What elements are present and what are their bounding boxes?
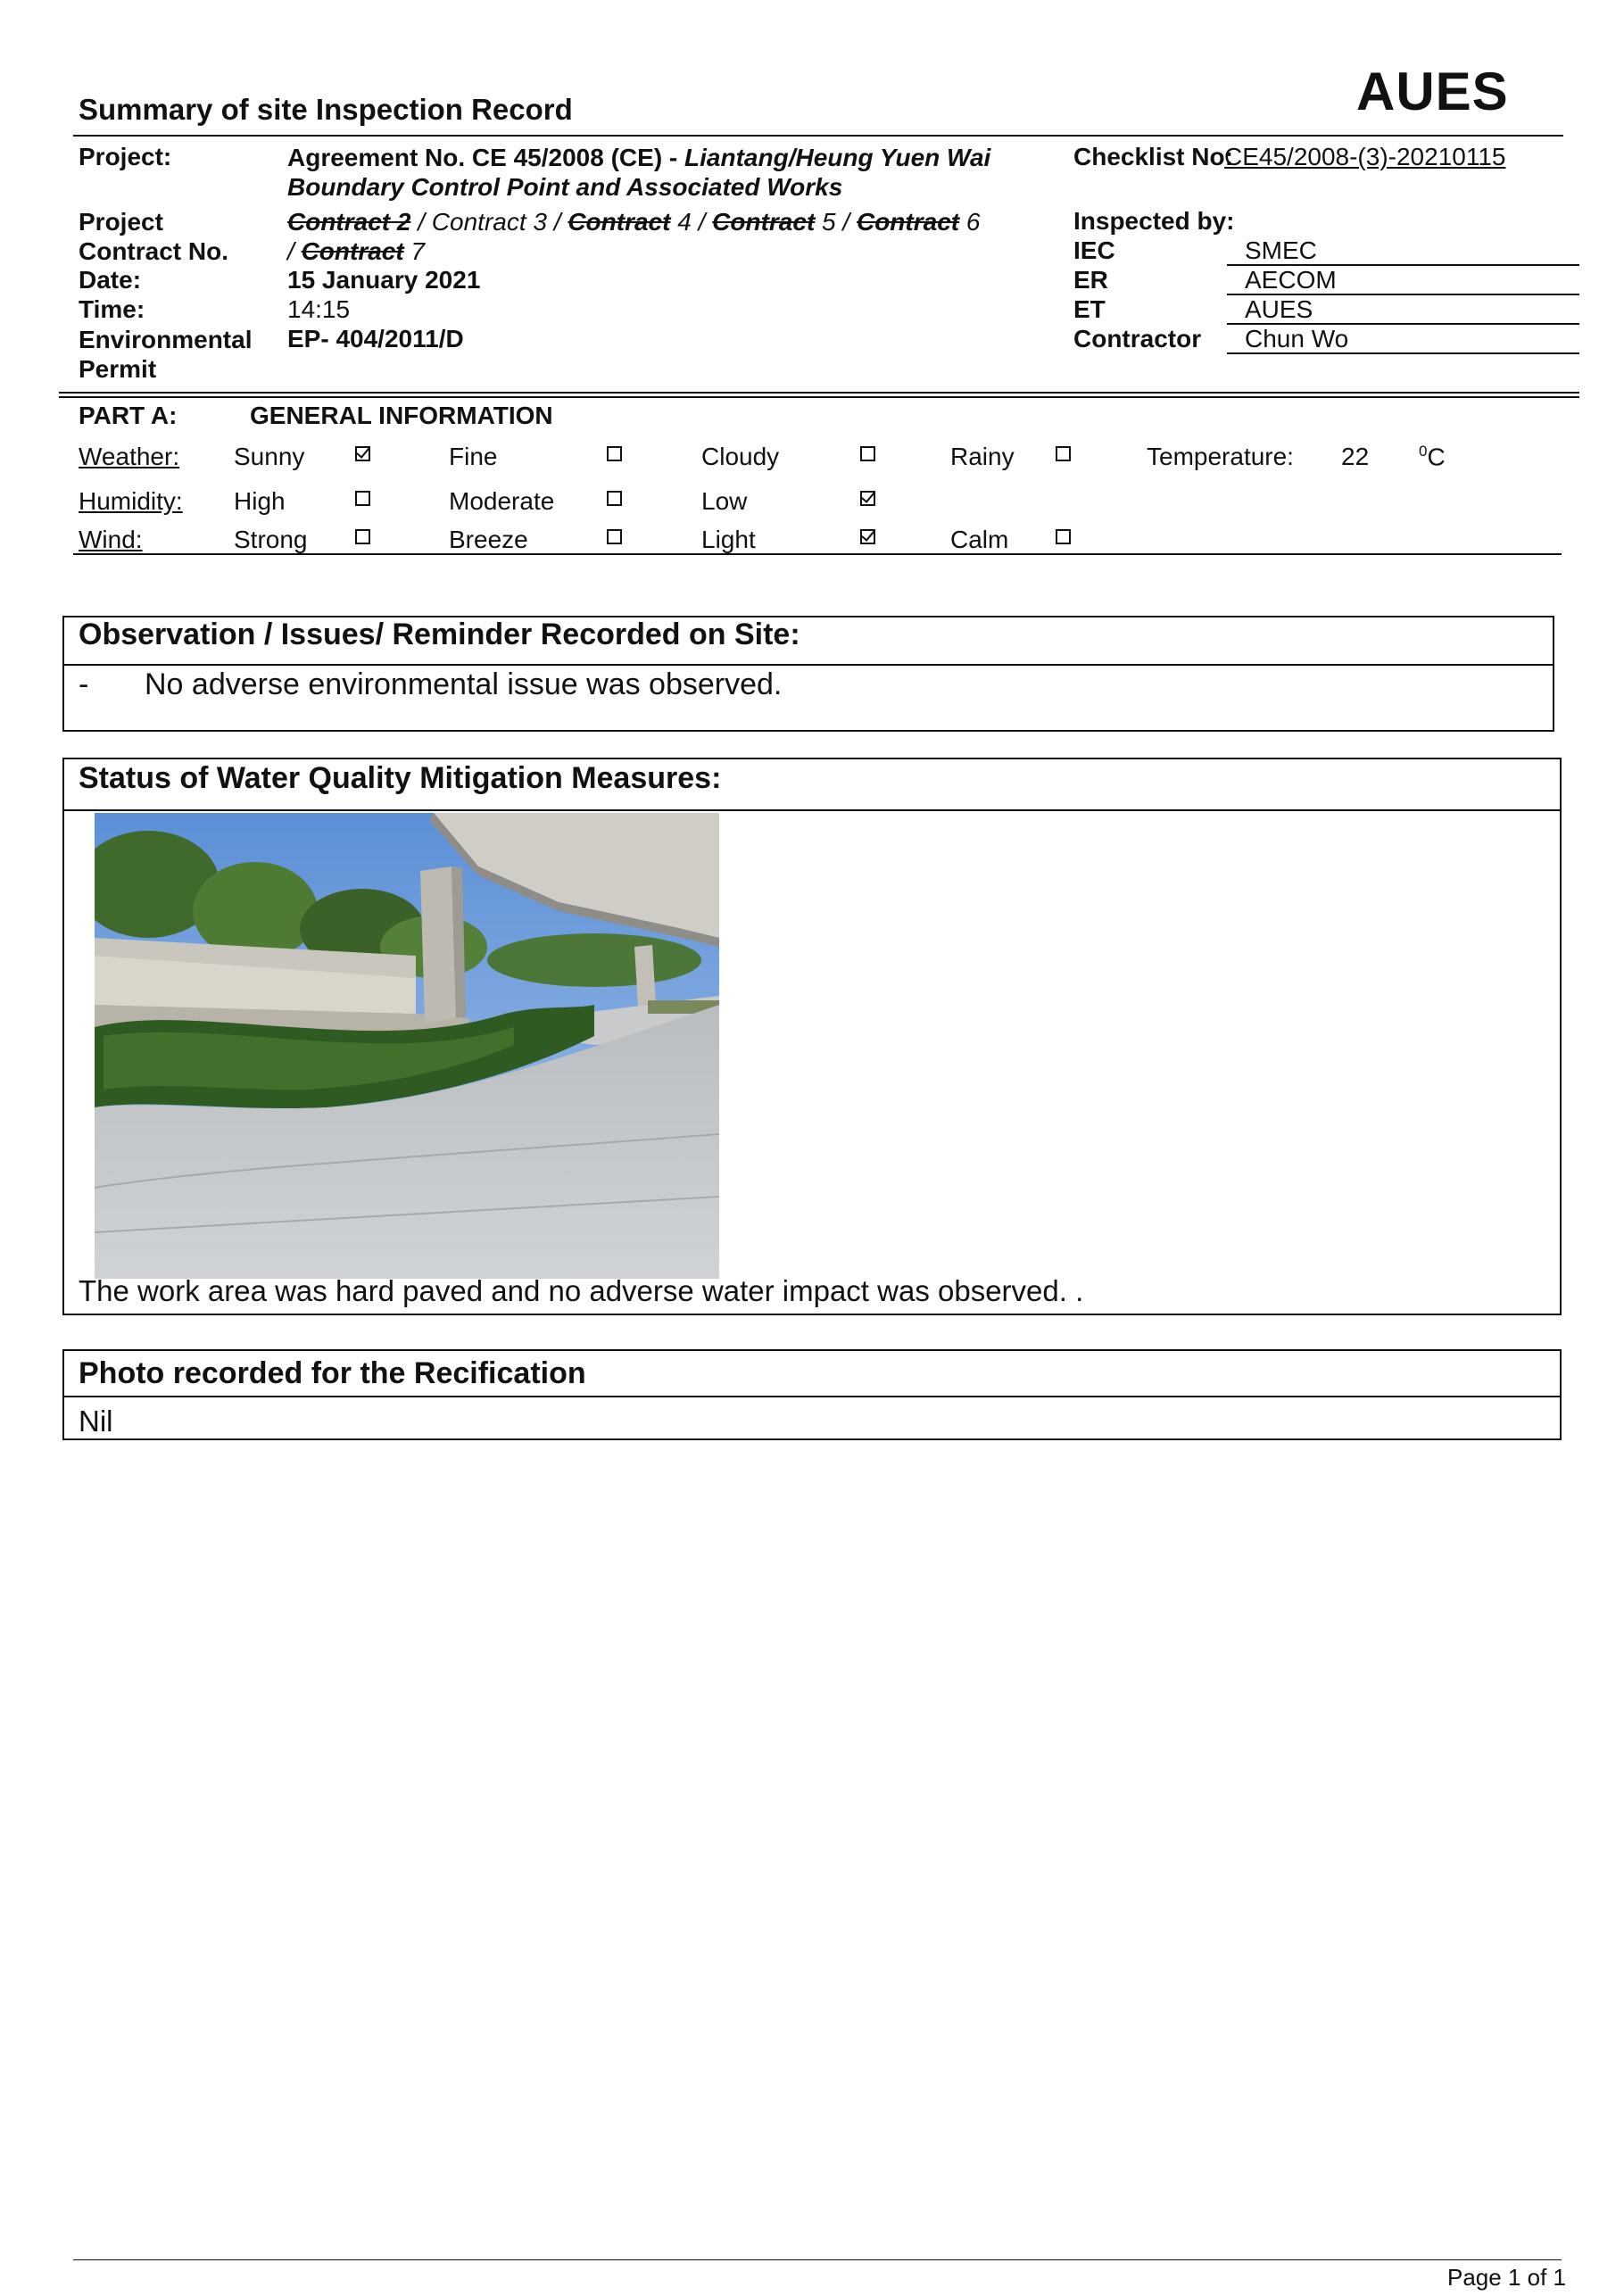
signature-line [1227, 352, 1579, 354]
wind-breeze-checkbox[interactable] [607, 529, 622, 544]
inspector-name-er: AECOM [1245, 266, 1337, 294]
page-title: Summary of site Inspection Record [79, 93, 573, 126]
part-a-title: GENERAL INFORMATION [250, 402, 553, 429]
weather-fine-checkbox[interactable] [607, 446, 622, 461]
observation-title: Observation / Issues/ Reminder Recorded on Site: [79, 618, 800, 651]
time-value: 14:15 [287, 295, 351, 323]
weather-option-sunny: Sunny [234, 443, 305, 470]
temperature-unit: $^0$C [1419, 443, 1446, 471]
permit-value: EP- 404/2011/D [287, 325, 464, 352]
temperature-value: 22 [1341, 443, 1370, 470]
temperature-label: Temperature: [1147, 443, 1294, 470]
date-value: 15 January 2021 [287, 266, 481, 294]
weather-sunny-checkbox[interactable] [355, 446, 370, 461]
site-photo-image [95, 813, 719, 1279]
part-a-label: PART A: [79, 402, 178, 429]
inspector-role-iec: IEC [1073, 236, 1115, 264]
inspector-role-er: ER [1073, 266, 1108, 294]
humidity-high-checkbox[interactable] [355, 491, 370, 506]
weather-label: Weather: [79, 443, 180, 470]
header-rule [73, 135, 1563, 137]
inspector-name-contractor: Chun Wo [1245, 325, 1349, 352]
rectification-title: Photo recorded for the Recification [79, 1356, 586, 1390]
wind-option-breeze: Breeze [449, 526, 528, 553]
time-label: Time: [79, 295, 145, 323]
checklist-label: Checklist No: [1073, 143, 1233, 170]
wind-option-calm: Calm [950, 526, 1009, 553]
company-logo: AUES [1356, 62, 1509, 121]
water-quality-title: Status of Water Quality Mitigation Measures: [79, 761, 722, 795]
humidity-option-high: High [234, 487, 286, 515]
rectification-text: Nil [79, 1405, 113, 1438]
date-label: Date: [79, 266, 142, 294]
box-divider [64, 664, 1553, 666]
project-description: Agreement No. CE 45/2008 (CE) - Liantang/Heung Yuen Wai Boundary Control Point and Associated Works [287, 144, 991, 201]
wind-option-strong: Strong [234, 526, 308, 553]
inspector-role-et: ET [1073, 295, 1106, 323]
wind-calm-checkbox[interactable] [1056, 529, 1071, 544]
observation-text: No adverse environmental issue was observed. [145, 667, 783, 701]
checklist-value: CE45/2008-(3)-20210115 [1224, 143, 1506, 170]
observation-bullet: - [79, 667, 89, 701]
section-rule [59, 396, 1579, 398]
wind-option-light: Light [701, 526, 756, 553]
permit-label: Environmental Permit [79, 326, 253, 383]
humidity-option-moderate: Moderate [449, 487, 555, 515]
page-number: Page 1 of 1 [1447, 2264, 1566, 2291]
inspector-name-iec: SMEC [1245, 236, 1317, 264]
wind-light-checkbox[interactable] [860, 529, 875, 544]
inspected-by-label: Inspected by: [1073, 207, 1235, 235]
contract-numbers: Contract 2 / Contract 3 / Contract 4 / Contract 5 / Contract 6 / Contract 7 [287, 208, 981, 265]
project-label: Project: [79, 143, 172, 170]
site-photo [95, 813, 719, 1279]
inspector-role-contractor: Contractor [1073, 325, 1202, 352]
inspector-name-et: AUES [1245, 295, 1313, 323]
footer-rule [73, 2259, 1562, 2260]
weather-option-fine: Fine [449, 443, 498, 470]
weather-option-rainy: Rainy [950, 443, 1015, 470]
humidity-option-low: Low [701, 487, 748, 515]
humidity-label: Humidity: [79, 487, 183, 515]
wind-label: Wind: [79, 526, 143, 553]
water-quality-caption: The work area was hard paved and no adverse water impact was observed. . [79, 1274, 1084, 1307]
wind-strong-checkbox[interactable] [355, 529, 370, 544]
humidity-low-checkbox[interactable] [860, 491, 875, 506]
box-divider [64, 809, 1560, 811]
weather-rainy-checkbox[interactable] [1056, 446, 1071, 461]
box-divider [64, 1396, 1560, 1397]
humidity-moderate-checkbox[interactable] [607, 491, 622, 506]
weather-cloudy-checkbox[interactable] [860, 446, 875, 461]
part-a-bottom-rule [73, 553, 1562, 555]
weather-option-cloudy: Cloudy [701, 443, 780, 470]
contract-label: Project Contract No. [79, 208, 228, 265]
section-rule [59, 392, 1579, 394]
